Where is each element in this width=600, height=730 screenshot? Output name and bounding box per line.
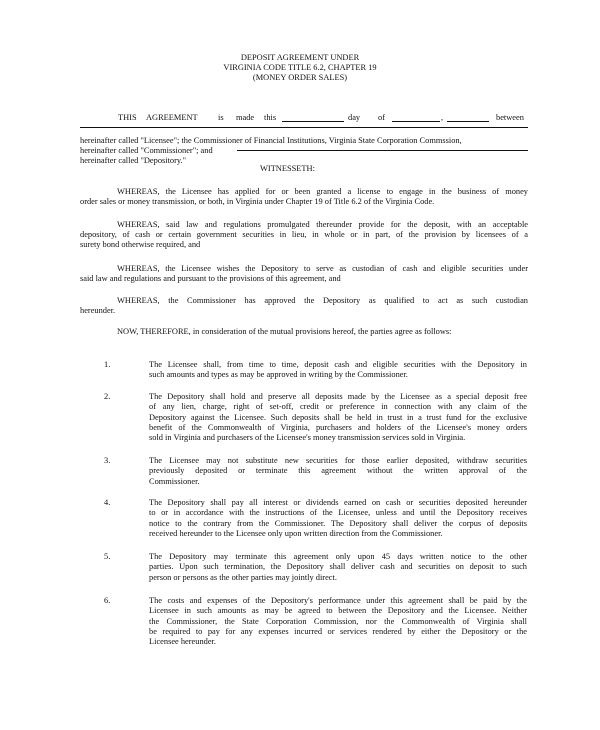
clause-number: 1. (104, 360, 111, 369)
clause-3 (149, 456, 527, 487)
whereas-3-first: WHEREAS, the Licensee wishes the Depository to serve as custodian of cash and eligible securities under (117, 264, 528, 273)
clause-line: such amounts and types as may be approved in writing by the Commissioner. (149, 370, 408, 380)
clause-line: The Depository shall pay all interest or dividends earned on cash or securities deposited hereunder (149, 498, 527, 507)
clause-number: 6. (104, 596, 111, 605)
clause-line: sold in Virginia and purchasers of the Licensee's money transmission services sold in Virginia. (149, 433, 466, 443)
clause-line: The Depository shall hold and preserve all deposits made by the Licensee as a special deposit free (149, 392, 527, 401)
whereas-2-line: surety bond otherwise required, and (80, 240, 201, 249)
opening-word: made (236, 113, 255, 122)
clause-line: the Commissioner, the State Corporation Commission, nor the Commonwealth of Virginia shall (149, 616, 527, 626)
whereas-1-line: order sales or money transmission, or both, in Virginia under Chapter 19 of Title 6.2 of the Virginia Code. (80, 197, 435, 206)
licensee-name-blank (80, 127, 528, 128)
clause-line: Commissioner. (149, 476, 200, 486)
title-line-2: VIRGINIA CODE TITLE 6.2, CHAPTER 19 (223, 63, 377, 72)
clause-line: Licensee hereunder. (149, 637, 216, 647)
clause-line: The costs and expenses of the Depository's performance under this agreement shall be paid by the (149, 596, 527, 605)
clause-line: to or in accordance with the instructions of the Licensee, unless and until the Depository receives (149, 508, 527, 518)
clause-line: person or persons as the other parties may jointly direct. (149, 572, 337, 582)
clause-line: previously deposited or terminate this agreement without the written approval of the (149, 466, 527, 476)
clause-line: The Licensee may not substitute new securities for those earlier deposited, withdraw securities (149, 456, 527, 465)
party-licensee: hereinafter called "Licensee"; the Commissioner of Financial Institutions, Virginia State Corporation Commssion, (80, 136, 462, 145)
clause-line: benefit of the Commonwealth of Virginia, purchasers and holders of the Licensee's money orders (149, 422, 527, 432)
clause-6 (149, 596, 527, 647)
clause-5 (149, 552, 527, 583)
clause-line: Depository against the Licensee. Such deposits shall be held in trust in a trust fund for the exclusive (149, 412, 527, 422)
opening-word: AGREEMENT (146, 113, 198, 122)
clause-line: The Licensee shall, from time to time, deposit cash and eligible securities with the Depository in (149, 360, 527, 369)
day-blank (282, 114, 344, 122)
month-blank (392, 114, 440, 122)
clause-line: Licensee in such amounts as may be agreed to between the Depository and the Licensee. Neither (149, 606, 527, 616)
opening-word: is (218, 113, 224, 122)
clause-line: The Depository may terminate this agreement only upon 45 days written notice to the other (149, 552, 527, 561)
clause-number: 4. (104, 498, 111, 507)
opening-word: THIS (118, 113, 137, 122)
opening-word: , (441, 113, 444, 122)
title-line-1: DEPOSIT AGREEMENT UNDER (240, 53, 360, 62)
title-line-3: (MONEY ORDER SALES) (252, 73, 348, 82)
clause-line: parties. Upon such termination, the Depository shall deliver cash and securities on deposit to such (149, 562, 527, 572)
party-commissioner: hereinafter called "Commissioner"; and (80, 146, 213, 155)
whereas-4-line: hereunder. (80, 306, 116, 315)
clause-number: 2. (104, 392, 111, 401)
clause-line: notice to the contrary from the Commissioner. The Depository shall deliver the corpus of deposits (149, 518, 527, 528)
opening-word: of (378, 113, 385, 122)
year-blank (447, 114, 489, 122)
whereas-4-first: WHEREAS, the Commissioner has approved the Depository as qualified to act as such custodian (117, 296, 528, 305)
clause-line: received hereunder to the Licensee only upon written direction from the Commissioner. (149, 528, 443, 538)
now-therefore: NOW, THEREFORE, in consideration of the mutual provisions hereof, the parties agree as follows: (117, 327, 452, 336)
opening-word: between (496, 113, 524, 122)
clause-number: 3. (104, 456, 111, 465)
witnesseth-heading: WITNESSETH: (260, 164, 315, 173)
clause-line: of any lien, charge, right of set-off, credit or preference in connection with any claim of the (149, 402, 527, 412)
whereas-3-line: said law and regulations and pursuant to the provisions of this agreement, and (80, 274, 341, 283)
depository-name-blank (237, 150, 528, 151)
whereas-1-first: WHEREAS, the Licensee has applied for or been granted a license to engage in the business of money (117, 187, 528, 196)
whereas-2-first: WHEREAS, said law and regulations promulgated thereunder provide for the deposit, with an acceptable (117, 220, 528, 229)
whereas-2-line: depository, of cash or certain government securities in lieu, in whole or in part, of the provision by licensees of a (80, 230, 528, 239)
clause-number: 5. (104, 552, 111, 561)
opening-word: day (348, 113, 361, 122)
party-depository: hereinafter called "Depository." (80, 156, 187, 165)
clause-2 (149, 392, 527, 443)
clause-1 (149, 360, 527, 381)
opening-word: this (264, 113, 277, 122)
clause-4 (149, 498, 527, 539)
clause-line: be required to pay for any expenses incurred or services rendered by either the Depository or the (149, 626, 527, 636)
